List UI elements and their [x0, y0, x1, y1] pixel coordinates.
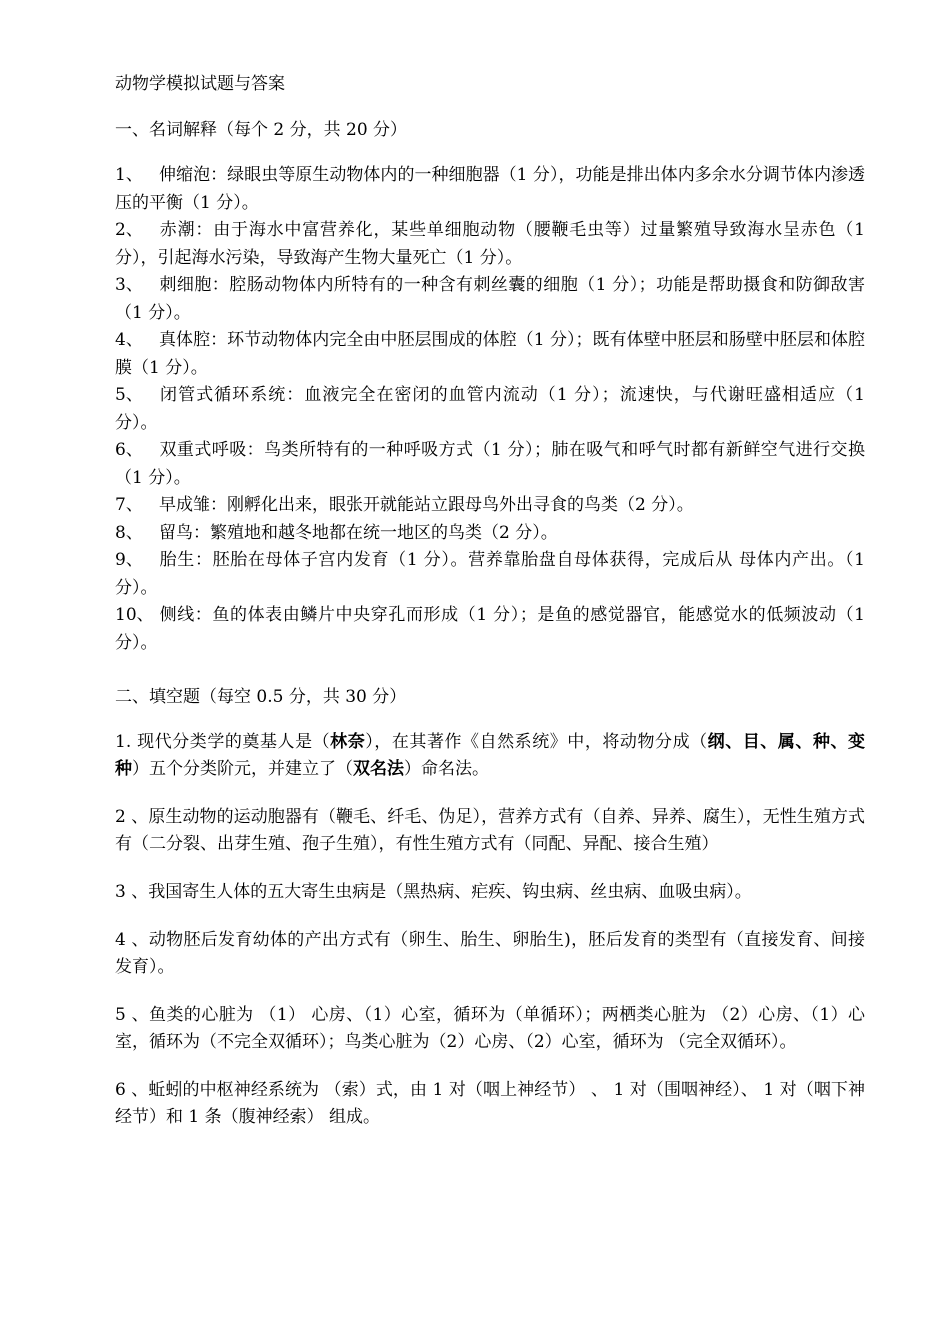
fill-question-1 — [115, 729, 865, 783]
item-number: 1、 — [115, 165, 143, 185]
question-text: 1. 现代分类学的奠基人是（ — [115, 732, 331, 752]
item-text: 胎生：胚胎在母体子宫内发育（1 分）。营养靠胎盘自母体获得，完成后从 母体内产出。（1 分）。 — [115, 550, 865, 598]
definition-item — [115, 217, 865, 272]
item-text: 刺细胞：腔肠动物体内所特有的一种含有刺丝囊的细胞（1 分）；功能是帮助摄食和防御敌害（1 分）。 — [115, 275, 865, 323]
item-text: 闭管式循环系统：血液完全在密闭的血管内流动（1 分）；流速快，与代谢旺盛相适应（1 分）。 — [115, 385, 865, 433]
definition-item — [115, 602, 865, 657]
answer-text: 双名法 — [353, 759, 404, 779]
question-text: ）命名法。 — [404, 759, 489, 779]
item-number: 6、 — [115, 440, 143, 460]
item-number: 2、 — [115, 220, 143, 240]
fill-question-2: 2 、原生动物的运动胞器有（鞭毛、纤毛、伪足），营养方式有（自养、异养、腐生），无性生殖方式有（二分裂、出芽生殖、孢子生殖），有性生殖方式有（同配、异配、接合生殖） — [115, 807, 865, 854]
item-number: 10、 — [115, 605, 154, 625]
definition-item — [115, 437, 865, 492]
fill-question-5: 5 、鱼类的心脏为 （1） 心房、（1）心室，循环为（单循环）；两栖类心脏为 （2）心房、（1）心室，循环为（不完全双循环）；鸟类心脏为（2）心房、（2）心室，循环为 （完全双循环）。 — [115, 1005, 865, 1052]
question-text: ）五个分类阶元，并建立了（ — [132, 759, 353, 779]
item-number: 9、 — [115, 550, 143, 570]
section-heading-fill-blank: 二、填空题（每空 0.5 分，共 30 分） — [115, 687, 407, 707]
question-text: ），在其著作《自然系统》中，将动物分成（ — [365, 732, 708, 752]
section-heading-definitions: 一、名词解释（每个 2 分，共 20 分） — [115, 120, 408, 140]
item-text: 留鸟：繁殖地和越冬地都在统一地区的鸟类（2 分）。 — [159, 522, 558, 543]
item-number: 8、 — [115, 522, 143, 543]
definition-list — [115, 162, 865, 657]
definition-item — [115, 162, 865, 217]
document-page — [115, 70, 865, 1152]
item-number: 3、 — [115, 275, 143, 295]
fill-question-3: 3 、我国寄生人体的五大寄生虫病是（黑热病、疟疾、钩虫病、丝虫病、血吸虫病）。 — [115, 882, 752, 902]
definition-item — [115, 547, 865, 602]
item-number: 4、 — [115, 330, 143, 350]
fill-question-4: 4 、动物胚后发育幼体的产出方式有（卵生、胎生、卵胎生)，胚后发育的类型有（直接发育、间接发育）。 — [115, 930, 865, 977]
answer-text: 纲、目、属、种、变种 — [115, 732, 866, 779]
answer-text: 林奈 — [330, 732, 366, 752]
item-text: 伸缩泡：绿眼虫等原生动物体内的一种细胞器（1 分），功能是排出体内多余水分调节体内渗透压的平衡（1 分）。 — [115, 165, 865, 213]
item-text: 早成雏：刚孵化出来，眼张开就能站立跟母鸟外出寻食的鸟类（2 分）。 — [159, 495, 694, 515]
definition-item — [115, 492, 865, 520]
item-text: 侧线：鱼的体表由鳞片中央穿孔而形成（1 分）；是鱼的感觉器官，能感觉水的低频波动（1 分）。 — [115, 605, 865, 653]
definition-item — [115, 520, 865, 548]
fill-question-6: 6 、蚯蚓的中枢神经系统为 （索）式，由 1 对（咽上神经节） 、 1 对（围咽神经）、 1 对（咽下神经节）和 1 条（腹神经索） 组成。 — [115, 1080, 865, 1127]
definition-item — [115, 327, 865, 382]
item-text: 真体腔：环节动物体内完全由中胚层围成的体腔（1 分）；既有体壁中胚层和肠壁中胚层和体腔膜（1 分）。 — [115, 330, 865, 378]
item-text: 双重式呼吸：鸟类所特有的一种呼吸方式（1 分）；肺在吸气和呼气时都有新鲜空气进行交换（1 分）。 — [115, 440, 865, 488]
item-number: 5、 — [115, 385, 143, 405]
definition-item — [115, 382, 865, 437]
document-title: 动物学模拟试题与答案 — [115, 74, 285, 94]
definition-item — [115, 272, 865, 327]
item-number: 7、 — [115, 495, 143, 515]
item-text: 赤潮：由于海水中富营养化，某些单细胞动物（腰鞭毛虫等）过量繁殖导致海水呈赤色（1 分），引起海水污染，导致海产生物大量死亡（1 分）。 — [115, 220, 865, 268]
